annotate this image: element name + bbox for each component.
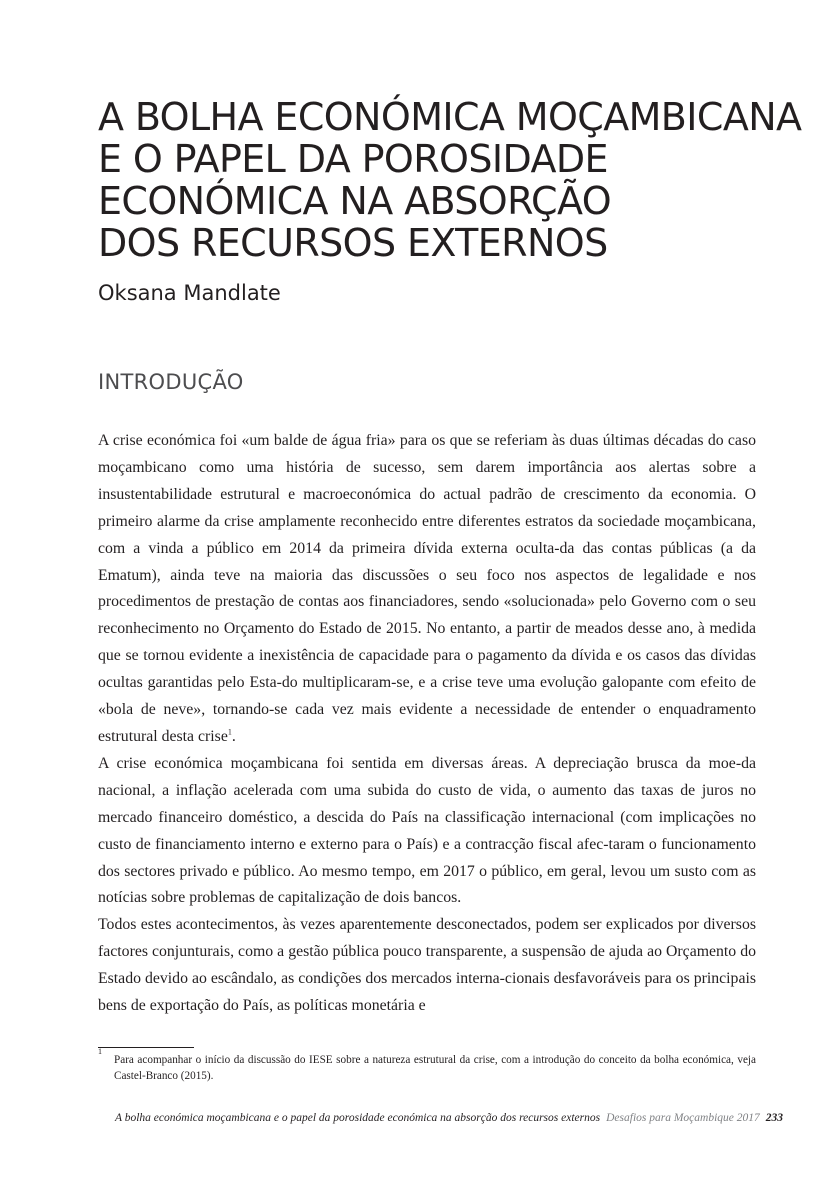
paragraph — [98, 428, 756, 751]
title-line: ECONÓMICA NA ABSORÇÃO — [98, 179, 611, 223]
paragraph: Todos estes acontecimentos, às vezes aparentemente desconectados, podem ser explicados por diversos factores conjunturais, como a gestão pública pouco transparente, a suspensão de ajuda ao Orçamento do Estado devido ao escândalo, as condições dos mercados interna-cionais desfavoráveis para os principais bens de exportação do País, as políticas monetária e — [98, 916, 756, 1015]
title-line: DOS RECURSOS EXTERNOS — [98, 221, 608, 265]
author-name: Oksana Mandlate — [98, 281, 281, 305]
paragraph-text: A crise económica foi «um balde de água fria» para os que se referiam às duas últimas décadas do caso moçambicano como uma história de sucesso, sem darem importância aos alertas sobre a insustentabilidade estrutural e macroeconómica do actual padrão de crescimento da economia. O primeiro alarme da crise amplamente reconhecido entre diferentes estratos da sociedade moçambicana, com a vinda a público em 2014 da primeira dívida externa oculta-da das contas públicas (a da Ematum), ainda teve na maioria das discussões o seu foco nos aspectos de legalidade e nos procedimentos de prestação de contas aos financiadores, sendo «solucionada» pelo Governo com o seu reconhecimento no Orçamento do Estado de 2015. No entanto, a partir de meados desse ano, à medida que se tornou evidente a inexistência de capacidade para o pagamento da dívida e os casos das dívidas ocultas garantidas pelo Esta-do multiplicaram-se, e a crise teve uma evolução galopante com efeito de «bola de neve», tornando-se cada vez mais evidente a necessidade de entender o enquadramento estrutural desta crise — [98, 432, 756, 745]
chapter-title — [98, 95, 802, 265]
section-heading: INTRODUÇÃO — [98, 370, 244, 394]
paragraph: A crise económica moçambicana foi sentida em diversas áreas. A depreciação brusca da moe-da nacional, a inflação acelerada com uma subida do custo de vida, o aumento das taxas de juros no mercado financeiro doméstico, a descida do País na classificação internacional (com implicações no custo de financiamento interno e externo para o País) e a contracção fiscal afec-taram o funcionamento dos sectores privado e público. Ao mesmo tempo, em 2017 o público, em geral, levou um susto com as notícias sobre problemas de capitalização de dois bancos. — [98, 754, 756, 907]
footnote-reference[interactable]: 1 — [227, 727, 232, 737]
title-line: A BOLHA ECONÓMICA MOÇAMBICANA — [98, 95, 802, 139]
footnote: 1 Para acompanhar o início da discussão do IESE sobre a natureza estrutural da crise, com a introdução do conceito da bolha económica, veja Castel-Branco (2015). — [98, 1047, 756, 1082]
footer-book-title: Desafios para Moçambique 2017 — [606, 1112, 760, 1124]
running-footer — [115, 1112, 783, 1124]
body-text — [98, 428, 756, 1020]
paragraph-tail: . — [231, 727, 236, 745]
footnote-text: Para acompanhar o início da discussão do IESE sobre a natureza estrutural da crise, com a introdução do conceito da bolha económica, veja Castel-Branco (2015). — [114, 1054, 756, 1082]
title-line: E O PAPEL DA POROSIDADE — [98, 137, 608, 181]
footer-chapter-title: A bolha económica moçambicana e o papel da porosidade económica na absorção dos recursos externos — [115, 1112, 601, 1124]
page-number: 233 — [765, 1112, 783, 1124]
footnote-divider — [98, 1047, 194, 1048]
